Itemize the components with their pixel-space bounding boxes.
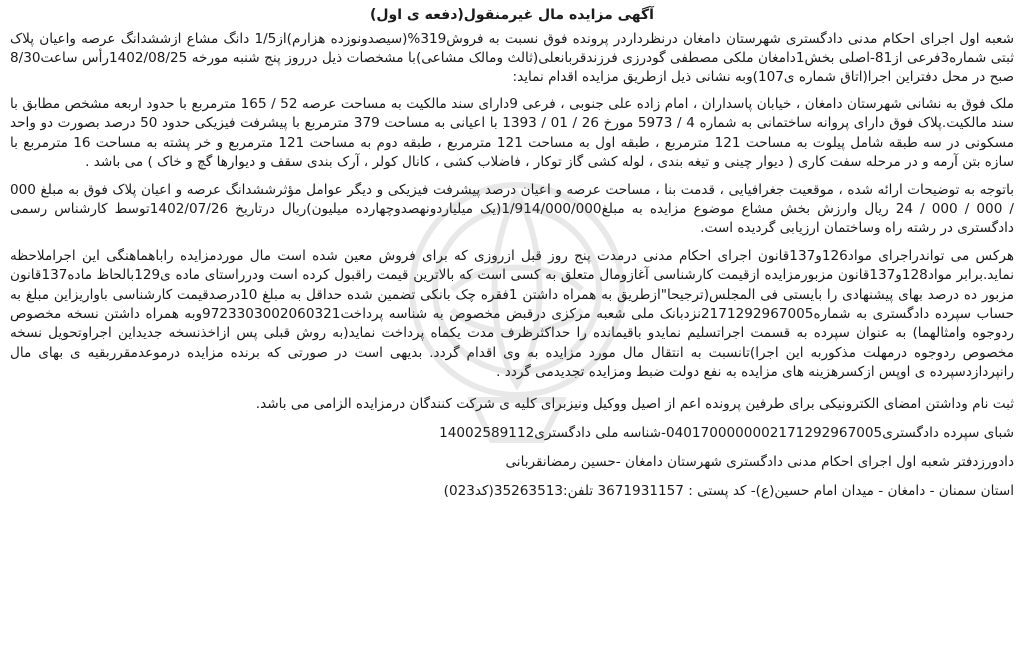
- notice-address-line: استان سمنان - دامغان - میدان امام حسین(ع)- کد پستی : 3671931157 تلفن:35263513(کد023): [443, 482, 1014, 499]
- notice-paragraph-terms: هرکس می تواندراجرای مواد126و137قانون اجرای احکام مدنی درمدت پنج روز قبل ازروزی که برای فروش معین شده است مال موردمزایده راباهماهنگی این اجراملاحظه نماید.برابر مواد128و137قانون مزبورمزایده ازقیمت کارشناسی آغازومال متعلق به کسی است که بالاترین قیمت راقبول کرده است ودرراستای ماده ی129بالحاظ ماده137قانون مزبور ده درصد بهای پیشنهادی را بایستی فی المجلس(ترجیحا"ازطریق به همراه داشتن 1فقره چک بانکی تضمین شده حداقل به مبلغ 10درصدقیمت کارشناسی باواریزاین مبلغ به حساب سپرده دادگستری به شماره2171292967005نزدبانک ملی شعبه مرکزی درقبض مخصوص به شناسه پرداخت9723303002060321وبه همراه داشتن نسخه مخصوص ردوجوه وامثالهما) به عنوان سپرده به قسمت اجراتسلیم نمایدو باقیمانده را حداکثرظرف مدت یکماه پرداخت نماید(به روش قبلی پس ازاخذنسخه جدیداین اجراوتحویل نسخه مخصوص ردوجوه درمهلت مذکوربه این اجرا)تانسبت به انتقال مال مورد مزایده به وی اقدام گردد. بدیهی است در صورتی که برنده مزایده درموعدمقرربقیه ی بهای مال رانپردازدسپرده ی اوپس ازکسرهزینه های مزایده به نفع دولت ضبط ومزایده تجدیدمی گردد .: [10, 247, 1014, 381]
- notice-signature-line: دادورزدفتر شعبه اول اجرای احکام مدنی دادگستری شهرستان دامغان -حسین رمضانقربانی: [505, 453, 1014, 470]
- notice-account-line: شبای سپرده دادگستری0401700000002171292967005-شناسه ملی دادگستری14002589112: [439, 424, 1014, 441]
- notice-registration-line: ثبت نام وداشتن امضای الکترونیکی برای طرفین پرونده اعم از اصیل ووکیل ونیزبرای کلیه ی شرکت کنندگان درمزایده الزامی می باشد.: [255, 395, 1014, 412]
- notice-title: آگهی مزایده مال غیرمنقول(دفعه ی اول): [370, 7, 654, 23]
- notice-paragraph-property-description: ملک فوق به نشانی شهرستان دامغان ، خیابان پاسداران ، امام زاده علی جنوبی ، فرعی 9دارای سند مالکیت به مساحت عرصه 52 / 165 مترمربع با حدود اربعه مشخص مطابق با سند مالکیت.پلاک فوق دارای پروانه ساختمانی به شماره 4 / 5973 مورخ 26 / 01 / 1393 با اعیانی به مساحت 379 مترمربع با پیشرفت فیزیکی حدود 50 درصد بصورت دو واحد مسکونی در سه طبقه شامل پیلوت به مساحت 121 مترمربع ، طبقه اول به مساحت 121 مترمربع ، طبقه دوم به مساحت 121 مترمربع و خر پشته به مساحت 16 مترمربع با سازه بتن آرمه و در مرحله سفت کاری ( دیوار چینی و تیغه بندی ، لوله کشی گاز توکار ، فاضلاب کشی ، کانال کولر ، آرک بندی سقف و دیوارها گچ و خاک ) می باشد .: [10, 96, 1014, 171]
- notice-paragraph-intro: شعبه اول اجرای احکام مدنی دادگستری شهرستان دامغان درنظرداردر پرونده فوق نسبت به فروش319%(سیصدونوزده هزارم)از1/5 دانگ مشاع ازششدانگ عرصه واعیان پلاک ثبتی شماره3فرعی از81-اصلی بخش1دامغان ملکی مصطفی گودرزی فرزندقربانعلی(ثالث ومالک مشاعی)با مشخصات ذیل درروز پنج شنبه مورخه 1402/08/25رأس ساعت8/30 صبح در محل دفتراین اجرا(اتاق شماره ی107)وبه نشانی ذیل ازطریق مزایده اقدام نماید:: [10, 31, 1015, 85]
- notice-paragraph-valuation: باتوجه به توضیحات ارائه شده ، موقعیت جغرافیایی ، قدمت بنا ، مساحت عرصه و اعیان درصد پیشرفت فیزیکی و دیگر عوامل مؤثرششدانگ عرصه و اعیان پلاک فوق به مبلغ 000 / 000 / 000 / 24 ریال وارزش بخش مشاع موضوع مزایده به مبلغ1/914/000/000(یک میلیاردونهصدوچهارده میلیون)ریال درتاریخ 1402/07/26توسط کارشناس رسمی دادگستری در رشته راه وساختمان ارزیابی گردیده است.: [10, 181, 1014, 237]
